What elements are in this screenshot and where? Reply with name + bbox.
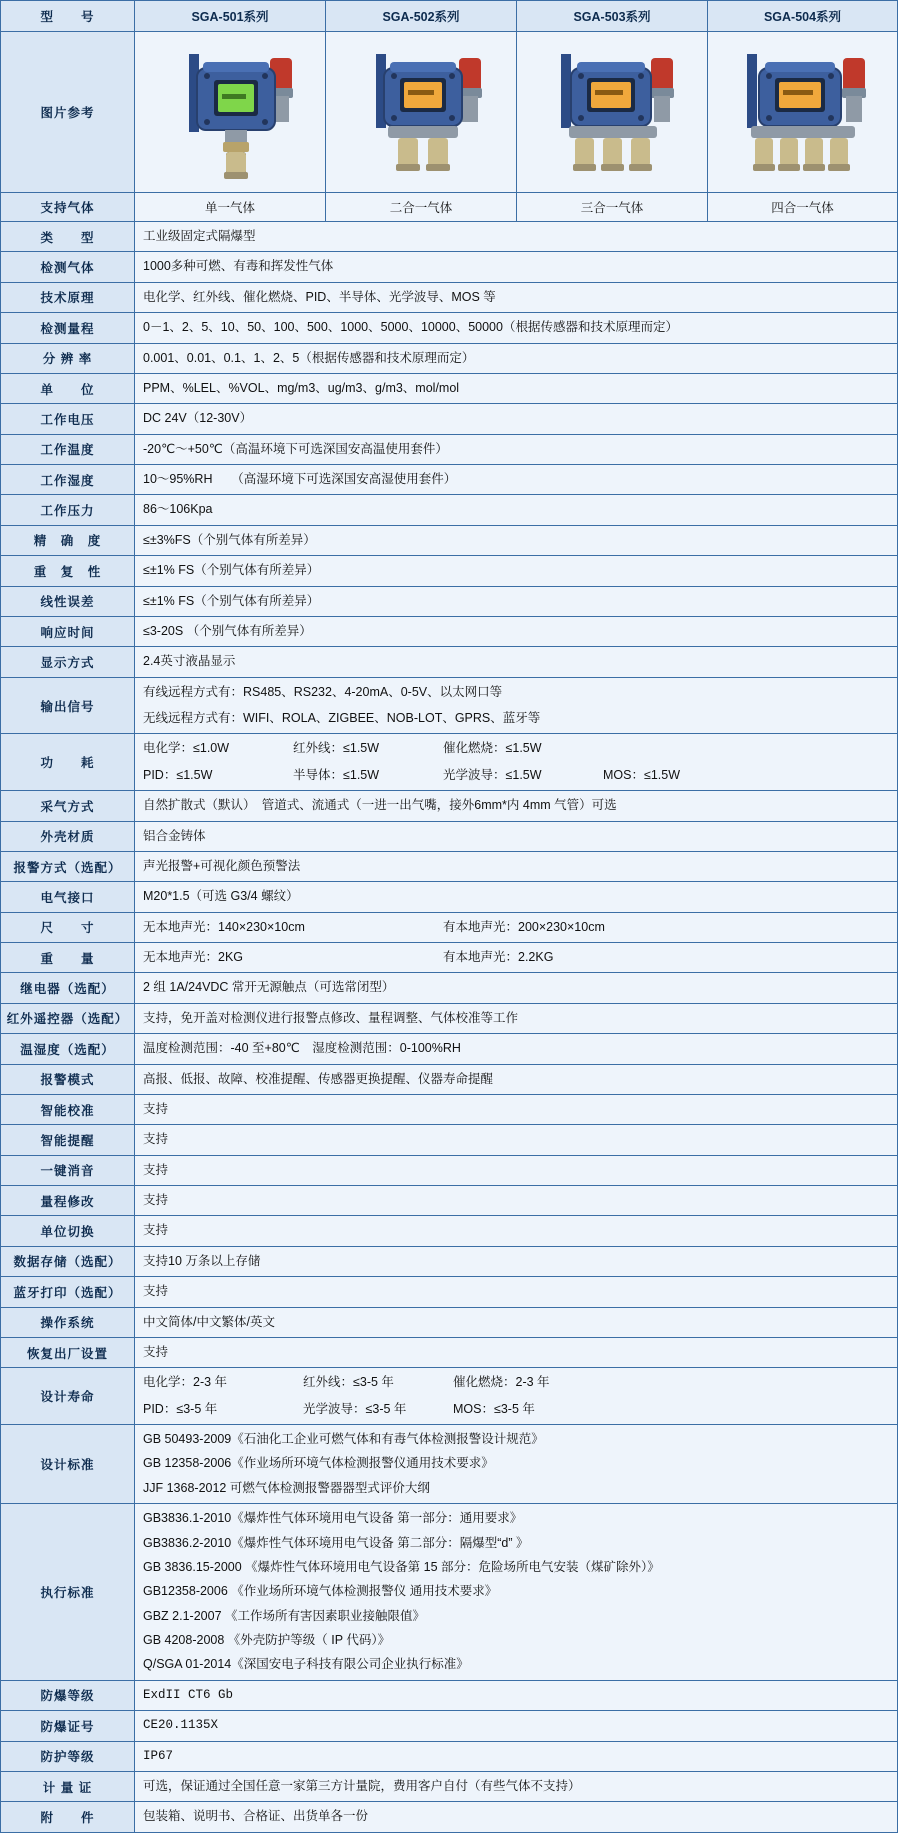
power-value-5: ≤1.5W — [505, 767, 542, 782]
power-value-4: ≤1.5W — [343, 767, 380, 782]
row-value-alarm-mode-optional: 声光报警+可视化颜色预警法 — [135, 851, 898, 881]
life-value-2: 2-3 年 — [515, 1375, 550, 1390]
row-value-output-signal — [135, 677, 898, 734]
table-row-weight — [1, 943, 898, 973]
execution-standard-line-5: GB 4208-2008 《外壳防护等级（ IP 代码）》 — [143, 1633, 391, 1647]
life-name-2: 催化燃烧： — [453, 1375, 516, 1390]
row-value-repeatability: ≤±1% FS（个别气体有所差异） — [135, 556, 898, 586]
table-row-images — [1, 32, 898, 193]
execution-standard-line-3: GB12358-2006 《作业场所环境气体检测报警仪 通用技术要求》 — [143, 1584, 498, 1599]
model-502: SGA-502系列 — [326, 1, 517, 32]
life-name-1: 红外线： — [303, 1375, 354, 1390]
life-value-1: ≤3-5 年 — [353, 1375, 394, 1390]
life-value-3: ≤3-5 年 — [176, 1401, 218, 1416]
gas-value-4: 四合一气体 — [708, 193, 898, 222]
execution-standard-line-4: GBZ 2.1-2007 《工作场所有害因素职业接触限值》 — [143, 1608, 425, 1623]
table-row-bluetooth-print — [1, 1277, 898, 1307]
row-value-power — [135, 734, 898, 791]
power-name-0: 电化学： — [143, 741, 194, 756]
life-value-5: ≤3-5 年 — [493, 1401, 535, 1416]
gas-value-2: 二合一气体 — [326, 193, 517, 222]
detector-image-2 — [326, 32, 517, 193]
gas-value-1: 单一气体 — [135, 193, 326, 222]
row-label-repeatability: 重 复 性 — [1, 556, 135, 586]
row-label-supported-gas: 支持气体 — [1, 193, 135, 222]
table-row-repeatability — [1, 556, 898, 586]
table-row-temperature — [1, 434, 898, 464]
table-row-accessories — [1, 1802, 898, 1832]
row-label-linearity: 线性误差 — [1, 586, 135, 616]
table-row-output-signal — [1, 677, 898, 734]
row-value-temperature: -20℃～+50℃（高温环境下可选深国安高温使用套件） — [135, 434, 898, 464]
row-value-response-time: ≤3-20S （个别气体有所差异） — [135, 616, 898, 646]
row-value-range-modify: 支持 — [135, 1186, 898, 1216]
power-name-4: 半导体： — [293, 767, 344, 782]
gas-detector-1-probe-icon — [145, 38, 315, 184]
power-name-3: PID： — [143, 767, 177, 782]
table-row-power — [1, 734, 898, 791]
row-label-power: 功 耗 — [1, 734, 135, 791]
table-row-execution-standard — [1, 1504, 898, 1681]
power-value-3: ≤1.5W — [176, 767, 213, 782]
row-label-range: 检测量程 — [1, 313, 135, 343]
power-value-1: ≤1.5W — [343, 741, 380, 756]
row-value-accuracy: ≤±3%FS（个别气体有所差异） — [135, 525, 898, 555]
detector-image-1 — [135, 32, 326, 193]
power-line-2 — [143, 766, 889, 785]
power-name-5: 光学波导： — [443, 767, 506, 782]
row-value-design-standard — [135, 1425, 898, 1504]
table-row-alarm-modes — [1, 1064, 898, 1094]
table-row-voltage — [1, 404, 898, 434]
row-label-relay: 继电器（选配） — [1, 973, 135, 1003]
row-label-ex-rating: 防爆等级 — [1, 1680, 135, 1710]
row-value-pressure: 86～106Kpa — [135, 495, 898, 525]
row-label-resolution: 分 辨 率 — [1, 343, 135, 373]
row-value-unit: PPM、%LEL、%VOL、mg/m3、ug/m3、g/m3、mol/mol — [135, 373, 898, 403]
row-value-humidity: 10～95%RH （高湿环境下可选深国安高湿使用套件） — [135, 465, 898, 495]
row-label-factory-reset: 恢复出厂设置 — [1, 1337, 135, 1367]
detector-image-3 — [517, 32, 708, 193]
row-label-ip-rating: 防护等级 — [1, 1741, 135, 1771]
table-row-linearity — [1, 586, 898, 616]
row-label-response-time: 响应时间 — [1, 616, 135, 646]
row-value-design-life — [135, 1368, 898, 1425]
table-row-smart-reminder — [1, 1125, 898, 1155]
row-label-image-reference: 图片参考 — [1, 32, 135, 193]
row-label-one-key-mute: 一键消音 — [1, 1155, 135, 1185]
life-value-0: 2-3 年 — [193, 1375, 228, 1390]
row-value-smart-reminder: 支持 — [135, 1125, 898, 1155]
power-line-1 — [143, 739, 889, 758]
row-label-pressure: 工作压力 — [1, 495, 135, 525]
gas-detector-3-probe-icon — [525, 38, 700, 184]
table-row-ex-certificate — [1, 1711, 898, 1741]
row-label-voltage: 工作电压 — [1, 404, 135, 434]
table-row-detect-gas — [1, 252, 898, 282]
model-503: SGA-503系列 — [517, 1, 708, 32]
row-value-factory-reset: 支持 — [135, 1337, 898, 1367]
execution-standard-line-0: GB3836.1-2010《爆炸性气体环境用电气设备 第一部分：通用要求》 — [143, 1511, 523, 1526]
table-row-relay — [1, 973, 898, 1003]
row-value-housing: 铝合金铸体 — [135, 821, 898, 851]
table-row-display — [1, 647, 898, 677]
row-label-humidity: 工作湿度 — [1, 465, 135, 495]
table-row-ir-remote — [1, 1003, 898, 1033]
model-501: SGA-501系列 — [135, 1, 326, 32]
life-name-5: MOS： — [453, 1401, 494, 1416]
dimension-with-alarm: 有本地声光：200×230×10cm — [443, 919, 605, 934]
row-value-metrology-certificate: 可选，保证通过全国任意一家第三方计量院，费用客户自付（有些气体不支持） — [135, 1771, 898, 1801]
row-value-smart-calibration: 支持 — [135, 1094, 898, 1124]
row-label-weight: 重 量 — [1, 943, 135, 973]
row-label-accuracy: 精 确 度 — [1, 525, 135, 555]
row-value-voltage: DC 24V（12-30V） — [135, 404, 898, 434]
table-row-factory-reset — [1, 1337, 898, 1367]
row-value-execution-standard — [135, 1504, 898, 1681]
table-row-one-key-mute — [1, 1155, 898, 1185]
table-row-data-storage — [1, 1246, 898, 1276]
gas-value-3: 三合一气体 — [517, 193, 708, 222]
table-row-principle — [1, 282, 898, 312]
row-label-temperature: 工作温度 — [1, 434, 135, 464]
row-value-weight — [135, 943, 898, 973]
row-label-smart-calibration: 智能校准 — [1, 1094, 135, 1124]
power-name-1: 红外线： — [293, 741, 344, 756]
table-row-sampling — [1, 791, 898, 821]
row-value-type: 工业级固定式隔爆型 — [135, 222, 898, 252]
row-label-dimension: 尺 寸 — [1, 912, 135, 942]
row-label-detect-gas: 检测气体 — [1, 252, 135, 282]
design-life-line-1 — [143, 1373, 889, 1392]
table-row-resolution — [1, 343, 898, 373]
row-value-dimension — [135, 912, 898, 942]
table-row-temp-humidity-optional — [1, 1034, 898, 1064]
table-row-unit-switch — [1, 1216, 898, 1246]
row-label-display: 显示方式 — [1, 647, 135, 677]
row-label-principle: 技术原理 — [1, 282, 135, 312]
table-row-range — [1, 313, 898, 343]
power-value-6: ≤1.5W — [643, 767, 681, 782]
table-row-housing — [1, 821, 898, 851]
row-label-design-life: 设计寿命 — [1, 1368, 135, 1425]
table-row-pressure — [1, 495, 898, 525]
row-value-linearity: ≤±1% FS（个别气体有所差异） — [135, 586, 898, 616]
row-value-temp-humidity-optional: 温度检测范围：-40 至+80℃ 湿度检测范围：0-100%RH — [135, 1034, 898, 1064]
table-row-design-life — [1, 1368, 898, 1425]
row-label-os: 操作系统 — [1, 1307, 135, 1337]
table-row-dimension — [1, 912, 898, 942]
table-row-alarm-mode-optional — [1, 851, 898, 881]
row-label-alarm-mode-optional: 报警方式（选配） — [1, 851, 135, 881]
row-label-housing: 外壳材质 — [1, 821, 135, 851]
table-row-unit — [1, 373, 898, 403]
execution-standard-line-2: GB 3836.15-2000 《爆炸性气体环境用电气设备第 15 部分：危险场所电气安装（煤矿除外）》 — [143, 1559, 660, 1574]
row-label-model: 型 号 — [1, 1, 135, 32]
table-row-electrical-interface — [1, 882, 898, 912]
power-value-0: ≤1.0W — [193, 741, 230, 756]
row-label-ex-certificate: 防爆证号 — [1, 1711, 135, 1741]
execution-standard-line-6: Q/SGA 01-2014《深国安电子科技有限公司企业执行标准》 — [143, 1657, 469, 1672]
gas-detector-4-probe-icon — [715, 38, 890, 184]
row-value-resolution: 0.001、0.01、0.1、1、2、5（根据传感器和技术原理而定） — [135, 343, 898, 373]
table-row-accuracy — [1, 525, 898, 555]
row-label-unit: 单 位 — [1, 373, 135, 403]
row-value-sampling: 自然扩散式（默认） 管道式、流通式（一进一出气嘴，接外6mm*内 4mm 气管）可选 — [135, 791, 898, 821]
row-label-data-storage: 数据存储（选配） — [1, 1246, 135, 1276]
row-value-ip-rating: IP67 — [135, 1741, 898, 1771]
row-value-bluetooth-print: 支持 — [135, 1277, 898, 1307]
table-row-type — [1, 222, 898, 252]
table-row-supported-gas — [1, 193, 898, 222]
life-name-4: 光学波导： — [303, 1401, 366, 1416]
weight-with-alarm: 有本地声光：2.2KG — [443, 950, 554, 964]
row-label-temp-humidity-optional: 温湿度（选配） — [1, 1034, 135, 1064]
row-value-alarm-modes: 高报、低报、故障、校准提醒、传感器更换提醒、仪器寿命提醒 — [135, 1064, 898, 1094]
row-label-smart-reminder: 智能提醒 — [1, 1125, 135, 1155]
power-name-2: 催化燃烧： — [443, 741, 506, 756]
table-row-response-time — [1, 616, 898, 646]
power-name-6: MOS： — [603, 767, 644, 782]
row-value-ex-rating: ExdII CT6 Gb — [135, 1680, 898, 1710]
row-label-unit-switch: 单位切换 — [1, 1216, 135, 1246]
row-label-bluetooth-print: 蓝牙打印（选配） — [1, 1277, 135, 1307]
life-name-3: PID： — [143, 1401, 177, 1416]
row-value-one-key-mute: 支持 — [135, 1155, 898, 1185]
row-value-relay: 2 组 1A/24VDC 常开无源触点（可选常闭型） — [135, 973, 898, 1003]
row-value-electrical-interface: M20*1.5（可选 G3/4 螺纹） — [135, 882, 898, 912]
row-label-execution-standard: 执行标准 — [1, 1504, 135, 1681]
row-value-principle: 电化学、红外线、催化燃烧、PID、半导体、光学波导、MOS 等 — [135, 282, 898, 312]
power-value-2: ≤1.5W — [505, 741, 542, 756]
table-row-design-standard — [1, 1425, 898, 1504]
row-value-accessories: 包装箱、说明书、合格证、出货单各一份 — [135, 1802, 898, 1832]
row-label-design-standard: 设计标准 — [1, 1425, 135, 1504]
table-row-metrology-certificate — [1, 1771, 898, 1801]
gas-detector-2-probe-icon — [336, 38, 506, 184]
output-wireless: 无线远程方式有：WIFI、ROLA、ZIGBEE、NOB-LOT、GPRS、蓝牙等 — [143, 711, 541, 725]
table-row-model — [1, 1, 898, 32]
row-value-display: 2.4英寸液晶显示 — [135, 647, 898, 677]
table-row-ip-rating — [1, 1741, 898, 1771]
execution-standard-line-1: GB3836.2-2010《爆炸性气体环境用电气设备 第二部分：隔爆型“d” 》 — [143, 1535, 529, 1550]
row-label-metrology-certificate: 计 量 证 — [1, 1771, 135, 1801]
row-label-alarm-modes: 报警模式 — [1, 1064, 135, 1094]
model-504: SGA-504系列 — [708, 1, 898, 32]
row-label-sampling: 采气方式 — [1, 791, 135, 821]
row-label-ir-remote: 红外遥控器（选配） — [1, 1003, 135, 1033]
dimension-without-alarm: 无本地声光：140×230×10cm — [143, 919, 305, 934]
weight-without-alarm: 无本地声光：2KG — [143, 950, 244, 964]
design-standard-line-2: JJF 1368-2012 可燃气体检测报警器器型式评价大纲 — [143, 1480, 430, 1495]
row-label-accessories: 附 件 — [1, 1802, 135, 1832]
output-wired: 有线远程方式有：RS485、RS232、4-20mA、0-5V、以太网口等 — [143, 684, 503, 699]
row-value-os: 中文简体/中文繁体/英文 — [135, 1307, 898, 1337]
design-standard-line-0: GB 50493-2009《石油化工企业可燃气体和有毒气体检测报警设计规范》 — [143, 1432, 544, 1446]
row-label-range-modify: 量程修改 — [1, 1186, 135, 1216]
row-value-unit-switch: 支持 — [135, 1216, 898, 1246]
life-value-4: ≤3-5 年 — [365, 1401, 407, 1416]
table-row-smart-calibration — [1, 1094, 898, 1124]
row-value-detect-gas: 1000多种可燃、有毒和挥发性气体 — [135, 252, 898, 282]
life-name-0: 电化学： — [143, 1375, 194, 1390]
row-value-ex-certificate: CE20.1135X — [135, 1711, 898, 1741]
row-value-ir-remote: 支持，免开盖对检测仪进行报警点修改、量程调整、气体校准等工作 — [135, 1003, 898, 1033]
design-standard-line-1: GB 12358-2006《作业场所环境气体检测报警仪通用技术要求》 — [143, 1456, 494, 1471]
row-label-output-signal: 输出信号 — [1, 677, 135, 734]
row-value-range: 0－1、2、5、10、50、100、500、1000、5000、10000、50000（根据传感器和技术原理而定） — [135, 313, 898, 343]
row-label-type: 类 型 — [1, 222, 135, 252]
table-row-humidity — [1, 465, 898, 495]
row-value-data-storage: 支持10 万条以上存储 — [135, 1246, 898, 1276]
detector-image-4 — [708, 32, 898, 193]
design-life-line-2 — [143, 1400, 889, 1419]
table-row-os — [1, 1307, 898, 1337]
table-row-range-modify — [1, 1186, 898, 1216]
row-label-electrical-interface: 电气接口 — [1, 882, 135, 912]
table-row-ex-rating — [1, 1680, 898, 1710]
